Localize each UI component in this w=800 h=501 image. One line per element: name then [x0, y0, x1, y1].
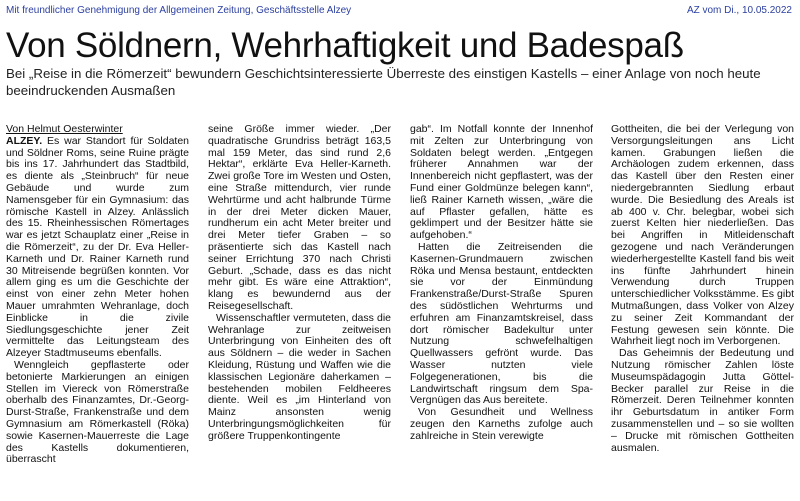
- dateline: ALZEY.: [6, 134, 43, 147]
- author-byline: Von Helmut Oesterwinter: [6, 124, 123, 135]
- paragraph: Hatten die Zeitreisenden die Kasernen-Grundmauern zwischen Röka und Mensa bestaunt, entdeckten sie vor der Einmündung Frankenstraße/Durst-Straße Spuren des südöstlichen Wehrturms und erfuhren am Finanzamtskreisel, dass dort römischer Badekultur unter Nutzung schwefelhaltigen Quellwassers gefrönt wurde. Das Wasser nutzten viele Folgegenerationen, bis die Landwirtschaft ringsum dem Spa-Vergnügen das Aus bereitete.: [410, 240, 593, 407]
- paragraph-text: Es war Standort für Soldaten und Söldner Roms, seine Ruine prägte bis ins 17. Jahrhundert das Stadtbild, es diente als „Steinbruch“ für neue Gebäude und wurde zum Namensgeber für ein Gymnasium: das römische Kastell in Alzey. Anlässlich des 15. Rheinhessischen Römertages war es jetzt Schauplatz einer „Reise in die Römerzeit“, zu der Dr. Eva Heller-Karneth und Dr. Rainer Karneth rund 30 Mitreisende begrüßen konnten. Vor allem ging es um die Geschichte der einst von einer zehn Meter hohen Mauer umrahmten Wehranlage, doch Einblicke in die zivile Siedlungsgeschichte jener Zeit vermittelte das Leitungsteam des Alzeyer Stadtmuseums ebenfalls.: [6, 134, 189, 360]
- paragraph: Wissenschaftler vermuteten, dass die Wehranlage zur zeitweisen Unterbringung von Einheiten des oft aus Söldnern – die weder in Sachen Kleidung, Rüstung und Waffen wie die klassischen Legionäre daherkamen – bestehenden mobilen Feldheeres diente. Weil es „im Hinterland von Mainz ansonsten wenig Unterbringungsmöglichkeiten für größere Truppenkontingente: [208, 311, 391, 442]
- column-4: [611, 124, 794, 498]
- column-3: [410, 124, 593, 498]
- paragraph: seine Größe immer wieder. „Der quadratische Grundriss beträgt 163,5 mal 159 Meter, das sind rund 2,6 Hektar“, erklärte Eva Heller-Karneth. Zwei große Tore im Westen und Osten, eine Straße mittendurch, vier runde Wehrtürme und acht halbrunde Türme in der drei Meter dicken Mauer, rundherum ein acht Meter breiter und drei Meter tiefer Graben – so präsentierte sich das Kastell nach seiner Errichtung 370 nach Christi Geburt. „Schade, dass es das nicht mehr gibt. Es wäre eine Attraktion“, klang es bewundernd aus der Reisegesellschaft.: [208, 124, 391, 312]
- article-body: [6, 124, 794, 498]
- paragraph: Von Gesundheit und Wellness zeugen den Karneths zufolge auch zahlreiche in Stein verewigte: [410, 406, 593, 442]
- column-2: [208, 124, 391, 498]
- source-note: Mit freundlicher Genehmigung der Allgemeinen Zeitung, Geschäftsstelle Alzey: [6, 5, 352, 16]
- column-1: [6, 124, 189, 498]
- paragraph: [6, 136, 189, 360]
- source-bar: [6, 4, 794, 18]
- paragraph: gab“. Im Notfall konnte der Innenhof mit Zelten zur Unterbringung von Soldaten belegt werden. „Entgegen früherer Annahmen war der Innenbereich nicht gepflastert, was der Fund einer Goldmünze belegen kann“, ließ Rainer Karneth wissen, „wäre die auf Pflaster gefallen, hätte es geklimpert und der Besitzer hätte sie aufgehoben.“: [410, 124, 593, 242]
- article-subtitle: Bei „Reise in die Römerzeit“ bewundern Geschichtsinteressierte Überreste des einstigen Kastells – einer Anlage von noch heute beeindruckenden Ausmaßen: [6, 66, 761, 98]
- issue-date: AZ vom Di., 10.05.2022: [686, 5, 792, 16]
- article-headline: Von Söldnern, Wehrhaftigkeit und Badespaß: [6, 26, 684, 65]
- paragraph: Gottheiten, die bei der Verlegung von Versorgungsleitungen ans Licht kamen. Grabungen ließen die Archäologen zudem erkennen, dass das Kastell über den Resten einer niedergebrannten Siedlung erbaut wurde. Die Besiedlung des Areals ist ab 400 v. Chr. belegbar, wobei sich zuerst Kelten hier niederließen. Das bei Angriffen in Mitleidenschaft gezogene und nach Veränderungen wiederhergestellte Kastell fand bis weit ins fünfte Jahrhundert hinein Verwendung durch Truppen unterschiedlicher Volksstämme. Es gibt Mutmaßungen, dass Volker von Alzey zu seiner Zeit Kommandant der Festung gewesen sein könnte. Die Wahrheit liegt noch im Verborgenen.: [611, 124, 794, 348]
- paragraph: Das Geheimnis der Bedeutung und Nutzung römischer Zahlen löste Museumspädagogin Jutta Göttel-Becker parallel zur Reise in die Römerzeit. Deren Teilnehmer konnten ihr Geburtsdatum in antiker Form zusammenstellen und – so sie wollten – Drucke mit römischen Gottheiten ausmalen.: [611, 347, 794, 454]
- paragraph: Wenngleich gepflasterte oder betonierte Markierungen an einigen Stellen im Viereck von Römerstraße oberhalb des Finanzamtes, Dr.-Georg-Durst-Straße, Frankenstraße und dem Gymnasium am Römerkastell (Röka) sowie Kasernen-Mauerreste die Lage des Kastells dokumentieren, überrascht: [6, 358, 189, 466]
